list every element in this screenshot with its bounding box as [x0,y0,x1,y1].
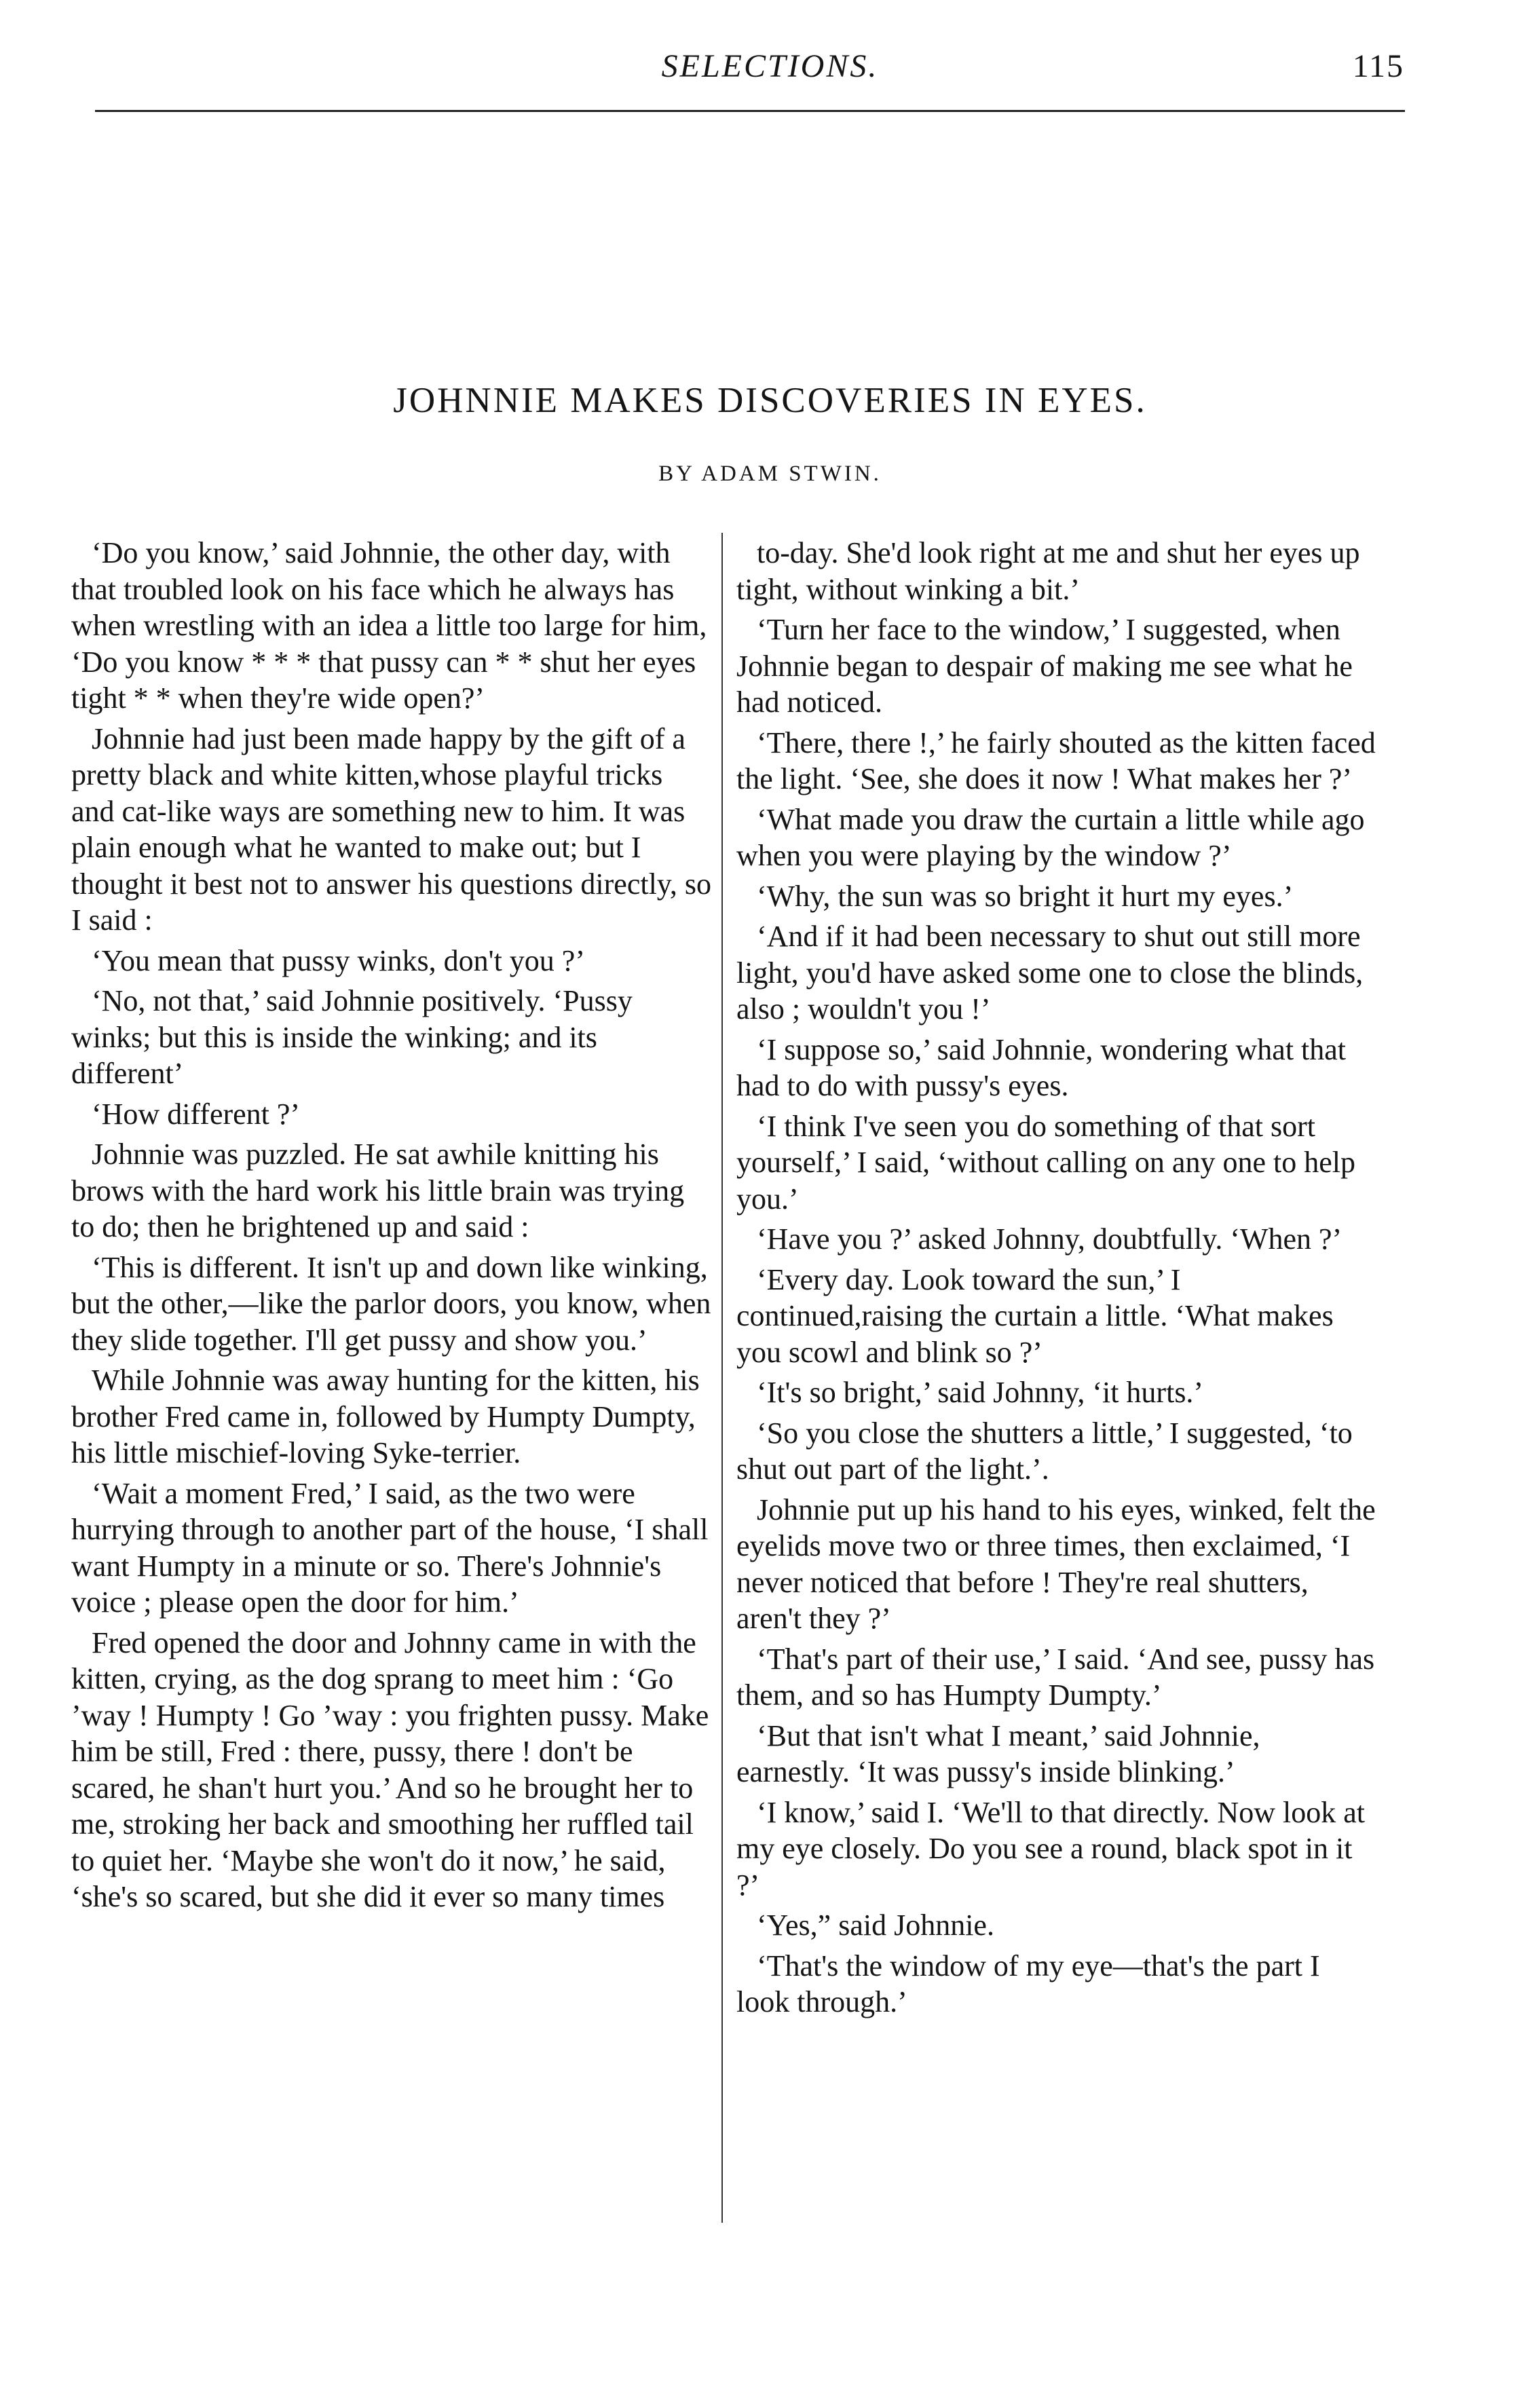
paragraph: ‘I know,’ said I. ‘We'll to that directly. Now look at my eye closely. Do you see a round, black spot in it ?’ [736,1795,1365,1902]
paragraph: While Johnnie was away hunting for the kitten, his brother Fred came in, followed by Humpty Dumpty, his little mischief-loving Syke-terrier. [71,1364,700,1469]
header-rule [95,110,1405,112]
paragraph: Johnnie was puzzled. He sat awhile knitting his brows with the hard work his little brain was trying to do; then he brightened up and said : [71,1138,685,1243]
article-byline: BY ADAM STWIN. [658,462,882,486]
running-title: SELECTIONS. [661,48,879,84]
article-title: JOHNNIE MAKES DISCOVERIES IN EYES. [393,381,1147,420]
paragraph: ‘How different ?’ [92,1097,301,1131]
paragraph: Fred opened the door and Johnny came in with the kitten, crying, as the dog sprang to meet him : ‘Go ’way ! Humpty ! Go ’way : you frighten pussy. Make him be still, Fred : there, pussy, there ! don't be scared, he shan't hurt you.’ And so he brought her to me, stroking her back and smoothing her ruffled tail to quiet her. ‘Maybe she won't do it now,’ he said, ‘she's so scared, but she did it ever so many times [71,1625,709,1913]
paragraph: ‘Yes,” said Johnnie. [757,1909,994,1942]
paragraph: ‘That's the window of my eye—that's the part I look through.’ [736,1949,1320,2018]
paragraph: ‘And if it had been necessary to shut out still more light, you'd have asked some one to close the blinds, also ; wouldn't you !’ [736,920,1364,1026]
paragraph: ‘So you close the shutters a little,’ I suggested, ‘to shut out part of the light.’. [736,1416,1353,1486]
paragraph: ‘I think I've seen you do something of that sort yourself,’ I said, ‘without calling on any one to help you.’ [736,1109,1355,1216]
page-number: 115 [1352,48,1404,84]
paragraph: ‘There, there !,’ he fairly shouted as the kitten faced the light. ‘See, she does it now ! What makes her ?’ [736,726,1376,795]
paragraph: ‘It's so bright,’ said Johnny, ‘it hurts.’ [757,1376,1204,1409]
paragraph: Johnnie put up his hand to his eyes, winked, felt the eyelids move two or three times, then exclaimed, ‘I never noticed that before ! They're real shutters, aren't they ?’ [736,1492,1376,1635]
paragraph: ‘But that isn't what I meant,’ said Johnnie, earnestly. ‘It was pussy's inside blinking.’ [736,1718,1260,1788]
paragraph: ‘This is different. It isn't up and down like winking, but the other,—like the parlor doors, you know, when they slide together. I'll get pussy and show you.’ [71,1250,711,1357]
paragraph: ‘Do you know,’ said Johnnie, the other day, with that troubled look on his face which he always has when wrestling with an idea a little too large for him, ‘Do you know * * * that pussy can * * shut her eyes tight * * when they're wide open?’ [71,536,707,715]
paragraph: ‘That's part of their use,’ I said. ‘And see, pussy has them, and so has Humpty Dumpty.’ [736,1642,1375,1712]
running-head [0,41,1540,88]
paragraph: Johnnie had just been made happy by the gift of a pretty black and white kitten,whose playful tricks and cat-like ways are something new to him. It was plain enough what he wanted to make out; but I thought it best not to answer his questions directly, so I said : [71,721,712,937]
left-column [71,535,713,1919]
paragraph: to-day. She'd look right at me and shut her eyes up tight, without winking a bit.’ [736,536,1360,606]
paragraph: ‘No, not that,’ said Johnnie positively. ‘Pussy winks; but this is inside the winking; and its different’ [71,984,633,1090]
paragraph: ‘Turn her face to the window,’ I suggested, when Johnnie began to despair of making me see what he had noticed. [736,613,1353,719]
paragraph: ‘I suppose so,’ said Johnnie, wondering what that had to do with pussy's eyes. [736,1032,1347,1102]
paragraph: ‘What made you draw the curtain a little while ago when you were playing by the window ?’ [736,802,1365,872]
column-divider [721,533,723,2223]
paragraph: ‘Wait a moment Fred,’ I said, as the two were hurrying through to another part of the house, ‘I shall want Humpty in a minute or so. There's Johnnie's voice ; please open the door for him.’ [71,1476,709,1619]
paragraph: ‘Why, the sun was so bright it hurt my eyes.’ [757,879,1294,913]
right-column [736,535,1378,2025]
paragraph: ‘Every day. Look toward the sun,’ I continued,raising the curtain a little. ‘What makes you scowl and blink so ?’ [736,1262,1334,1369]
paragraph: ‘Have you ?’ asked Johnny, doubtfully. ‘When ?’ [757,1222,1342,1256]
paragraph: ‘You mean that pussy winks, don't you ?’ [92,943,585,977]
